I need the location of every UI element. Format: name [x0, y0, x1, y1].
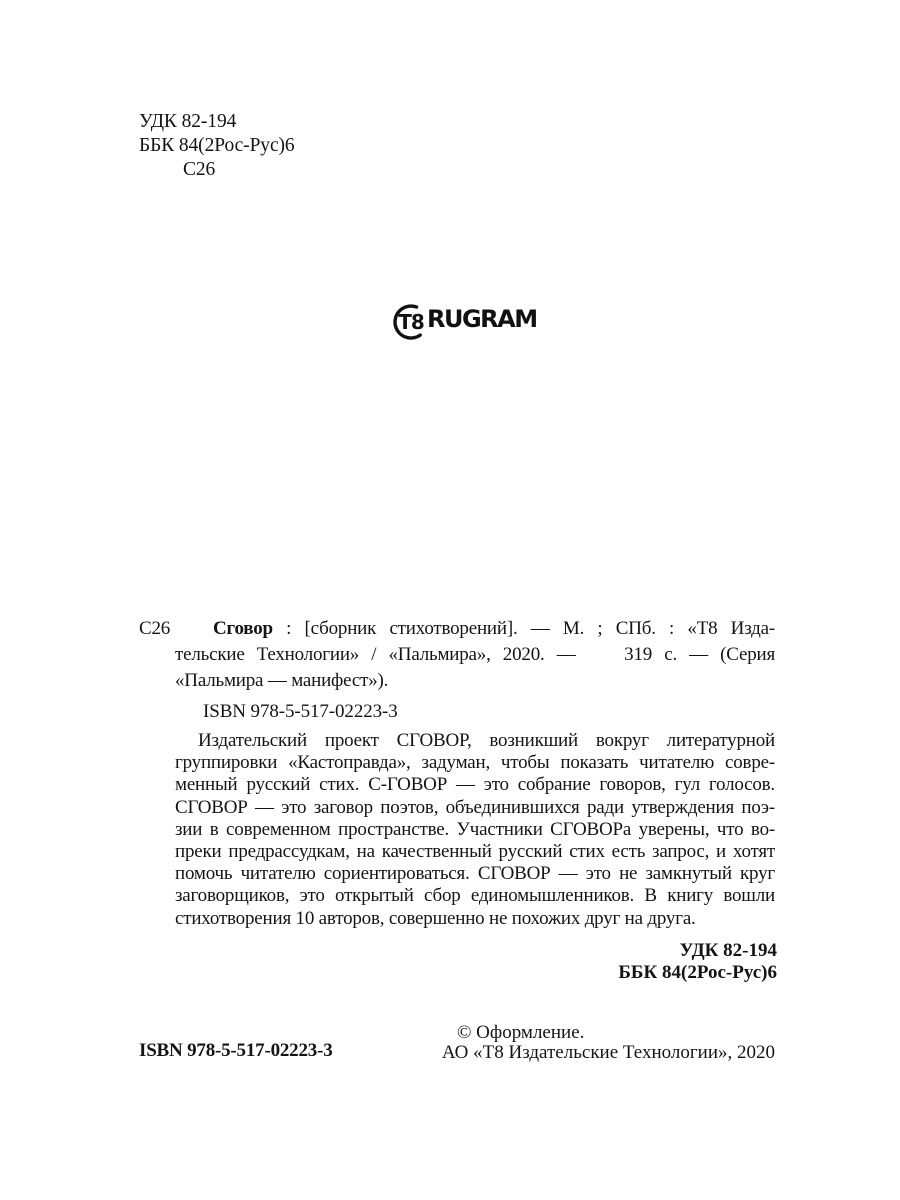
annotation-line: СГОВОР — это заговор поэтов, объединившихся ради утверждения поэ-	[175, 796, 775, 818]
biblio-line-1	[139, 616, 775, 642]
annotation-paragraph	[175, 730, 775, 930]
copyright-publisher: АО «Т8 Издательские Технологии», 2020	[441, 1042, 775, 1063]
annotation-line: зии в современном пространстве. Участники СГОВОРа уверены, что во-	[175, 818, 775, 840]
bbk-code: ББК 84(2Рос-Рус)6	[139, 135, 295, 156]
author-sign: С26	[183, 159, 216, 180]
annotation-line: стихотворения 10 авторов, совершенно не похожих друг на друга.	[175, 907, 696, 929]
author-sign-margin: С26	[139, 618, 171, 639]
isbn-footer: ISBN 978-5-517-02223-3	[139, 1040, 333, 1061]
annotation-line: помочь читателю сориентироваться. СГОВОР — это не замкнутый круг	[175, 863, 775, 885]
isbn-record: ISBN 978-5-517-02223-3	[203, 701, 398, 722]
biblio-line-3: «Пальмира — манифест»).	[175, 669, 389, 691]
annotation-line: менный русский стих. С-ГОВОР — это собрание говоров, гул голосов.	[175, 774, 775, 796]
book-title: Сговор	[213, 618, 273, 639]
annotation-line: заговорщиков, это открытый сбор единомышленников. В книгу вошли	[175, 885, 775, 907]
copyright-design: © Оформление.	[457, 1022, 585, 1043]
udk-code-bottom: УДК 82-194	[679, 940, 777, 961]
biblio-line-2: тельские Технологии» / «Пальмира», 2020. — 319 с. — (Серия	[175, 643, 775, 665]
annotation-line: Издательский проект СГОВОР, возникший вокруг литературной	[198, 730, 775, 751]
logo-t8-text: T8	[398, 310, 424, 334]
udk-code: УДК 82-194	[139, 111, 237, 132]
biblio-line-1-rest: : [сборник стихотворений]. — М. ; СПб. : «Т8 Изда-	[272, 618, 775, 639]
publisher-logo	[388, 297, 537, 349]
cataloging-codes-bottom	[618, 940, 777, 984]
logo-brand-text: RUGRAM	[427, 305, 537, 333]
cataloging-codes-top	[139, 110, 295, 182]
bibliographic-record	[139, 616, 775, 693]
annotation-line: преки предрассудкам, на качественный русский стих есть запрос, и хотят	[175, 841, 775, 863]
bbk-code-bottom: ББК 84(2Рос-Рус)6	[618, 962, 777, 983]
annotation-line: группировки «Кастоправда», задуман, чтобы показать читателю совре-	[175, 752, 775, 774]
